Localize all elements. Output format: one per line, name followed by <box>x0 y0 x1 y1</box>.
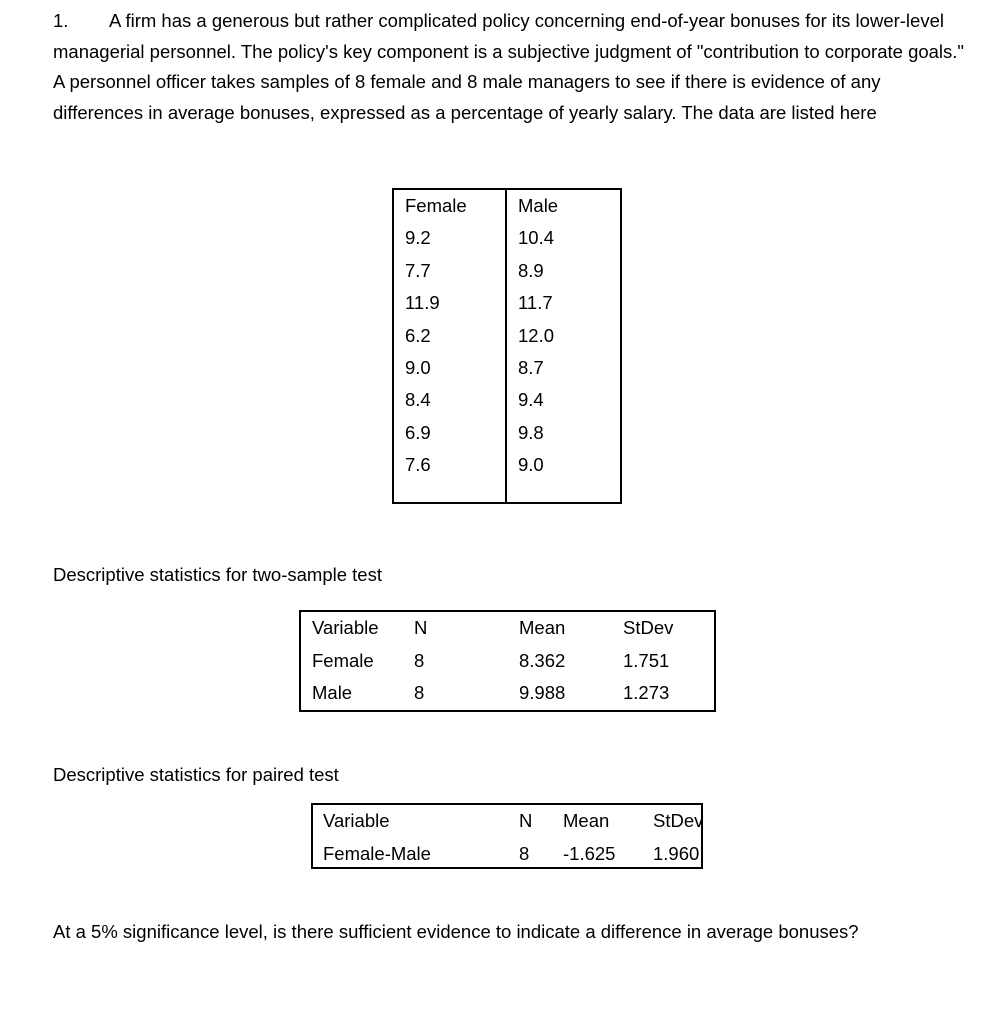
table-row <box>301 645 714 678</box>
table-cell: Male <box>312 682 353 703</box>
table-cell: 11.7 <box>518 292 553 314</box>
two-sample-stats-table <box>299 610 716 712</box>
table-cell: 11.9 <box>405 292 440 314</box>
table-cell: 8 <box>519 842 530 864</box>
table-cell: 7.7 <box>405 259 431 281</box>
table-cell: 7.6 <box>405 454 431 476</box>
table-cell: 9.0 <box>405 356 431 378</box>
table-cell: 8.9 <box>518 259 544 281</box>
table-cell: 9.8 <box>518 421 544 443</box>
column-header-variable: Variable <box>323 810 390 831</box>
column-header-mean: Mean <box>519 617 566 638</box>
raw-data-female-column <box>394 190 507 502</box>
table-cell: -1.625 <box>563 842 616 864</box>
table-cell: 9.2 <box>405 227 431 249</box>
question-block <box>53 6 969 128</box>
table-cell: 6.2 <box>405 324 431 346</box>
table-cell: 8.4 <box>405 389 431 411</box>
table-header-row <box>313 805 704 838</box>
column-header-variable: Variable <box>312 617 379 638</box>
column-header-n: N <box>414 617 428 638</box>
raw-data-male-column <box>507 190 620 502</box>
two-sample-section-caption: Descriptive statistics for two-sample test <box>53 564 382 585</box>
table-cell: 10.4 <box>518 227 555 249</box>
paired-stats-table <box>311 803 703 869</box>
table-cell: Female-Male <box>323 842 431 864</box>
paired-section-caption: Descriptive statistics for paired test <box>53 764 339 785</box>
table-cell: 8 <box>414 682 425 703</box>
closing-question-text: At a 5% significance level, is there sufficient evidence to indicate a difference in average bonuses? <box>53 921 859 942</box>
question-number: 1. <box>53 10 69 31</box>
question-paragraph <box>53 6 969 128</box>
raw-data-table <box>392 188 622 504</box>
table-header-row <box>301 612 714 645</box>
table-row <box>301 677 714 710</box>
table-cell: 9.4 <box>518 389 544 411</box>
column-header-female: Female <box>405 195 467 216</box>
closing-question-block <box>53 917 933 948</box>
table-row <box>313 838 701 871</box>
table-cell: Female <box>312 649 374 671</box>
column-header-male: Male <box>518 195 559 216</box>
table-cell: 8.7 <box>518 356 544 378</box>
column-header-mean: Mean <box>563 810 610 831</box>
column-header-stdev: StDev <box>623 617 674 638</box>
table-cell: 1.751 <box>623 649 670 671</box>
table-cell: 6.9 <box>405 421 431 443</box>
table-cell: 8.362 <box>519 649 566 671</box>
table-cell: 12.0 <box>518 324 555 346</box>
table-cell: 8 <box>414 649 425 671</box>
table-cell: 9.988 <box>519 682 566 703</box>
table-cell: 9.0 <box>518 454 544 476</box>
table-cell: 1.273 <box>623 682 670 703</box>
table-cell: 1.960 <box>653 842 700 864</box>
question-body-text: A firm has a generous but rather complicated policy concerning end-of-year bonuses for its lower-level managerial personnel. The policy's key component is a subjective judgment of "contribution to corporate goals." A personnel officer takes samples of 8 female and 8 male managers to see if there is evidence of any differences in average bonuses, expressed as a percentage of yearly salary. The data are listed here <box>53 10 969 123</box>
column-header-n: N <box>519 810 533 831</box>
column-header-stdev: StDev <box>653 810 704 831</box>
